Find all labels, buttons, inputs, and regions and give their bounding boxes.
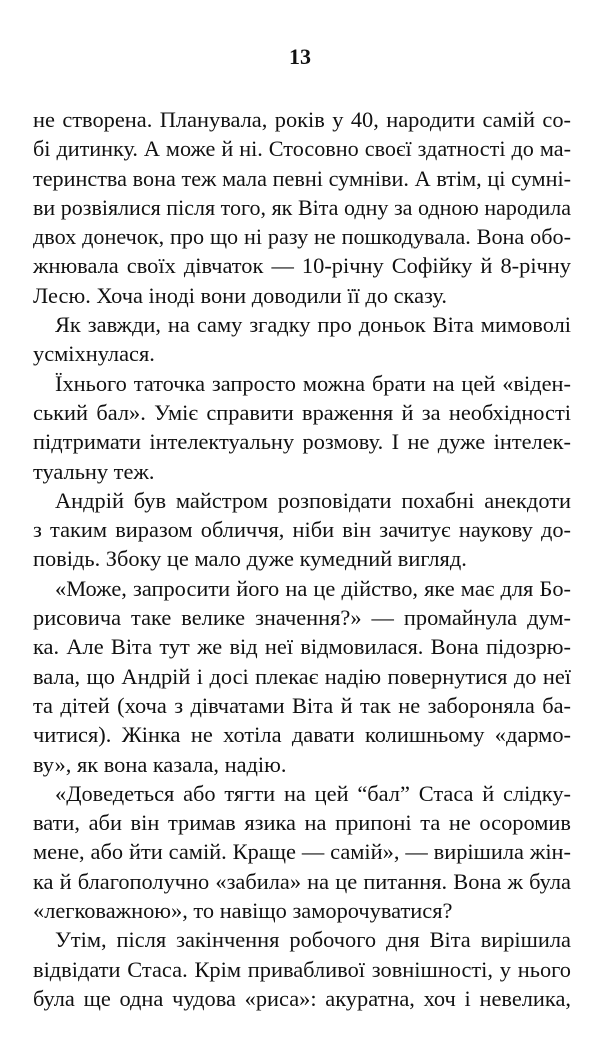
text-line: з таким виразом обличчя, ніби він зачитує наукову до- [33,517,571,543]
text-line: «Доведеться або тягти на цей “бал” Стаса й слідку- [55,780,571,806]
text-line: вати, аби він тримав язика на припоні та не осоромив [33,810,571,836]
text-line: туальну теж. [33,458,155,484]
text-line: теринства вона теж мала певні сумніви. А втім, ці сумні- [33,165,571,191]
text-line: ви розвіялися після того, як Віта одну за одною народила [33,194,571,220]
text-line: мене, або йти самій. Краще — самій», — вирішила жін- [33,839,571,865]
text-line: ський бал». Уміє справити враження й за необхідності [33,399,571,425]
text-line: читися). Жінка не хотіла давати колишньому «дармо- [33,722,571,748]
text-line: двох донечок, про що ні разу не пошкодувала. Вона обо- [33,224,571,250]
text-line: ка й благополучно «забила» на це питання. Вона ж була [33,868,571,894]
text-line: усміхнулася. [33,341,155,367]
text-line: повідь. Збоку це мало дуже кумедний вигляд. [33,546,467,572]
text-line: вала, що Андрій і досі плекає надію повернутися до неї [33,663,571,689]
text-line: «легковажною», то навіщо заморочуватися? [33,898,453,924]
text-line: відвідати Стаса. Крім привабливої зовнішності, у нього [33,956,571,982]
text-line: підтримати інтелектуальну розмову. І не дуже інтелек- [33,429,571,455]
text-line: Утім, після закінчення робочого дня Віта вирішила [55,927,571,953]
text-line: «Може, запросити його на це дійство, яке має для Бо- [55,575,571,601]
text-line: ву», як вона казала, надію. [33,751,287,777]
text-line: не створена. Планувала, років у 40, народити самій со- [33,107,571,132]
text-line: бі дитинку. А може й ні. Стосовно своєї здатності до ма- [33,136,571,162]
body-text [33,105,571,1013]
text-line: жнювала своїх дівчаток — 10-річну Софійку й 8-річну [33,253,571,279]
text-line: Андрій був майстром розповідати похабні анекдоти [55,487,571,513]
text-line: ка. Але Віта тут же від неї відмовилася. Вона підозрю- [33,634,571,660]
text-line: та дітей (хоча з дівчатами Віта й так не забороняла ба- [33,692,571,718]
text-line: Як завжди, на саму згадку про доньок Віта мимоволі [55,312,571,338]
page-number: 13 [289,44,311,69]
text-line: Їхнього таточка запросто можна брати на цей «віден- [55,370,571,396]
text-line: Лесю. Хоча іноді вони доводили її до сказу. [33,282,447,308]
text-line: була ще одна чудова «риса»: акуратна, хоч і невелика, [33,985,571,1011]
text-line: рисовича таке велике значення?» — промайнула дум- [33,605,571,631]
